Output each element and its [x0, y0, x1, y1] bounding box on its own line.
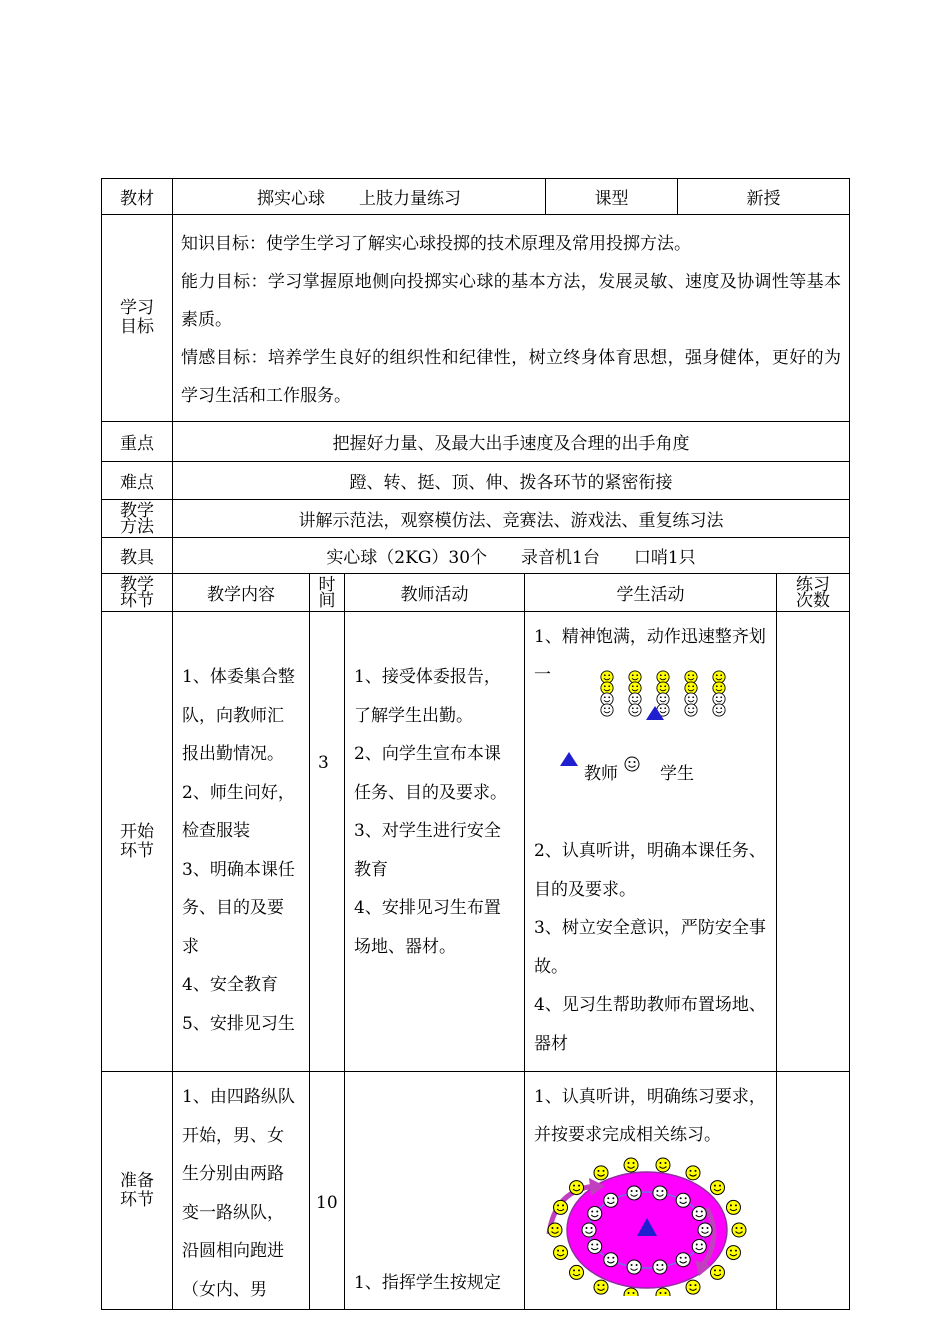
- difficulty-value: 蹬、转、挺、顶、伸、拨各环节的紧密衔接: [173, 462, 850, 500]
- start-teacher-3: 3、对学生进行安全教育: [354, 821, 501, 880]
- runner-smiley-icon: [676, 1253, 690, 1267]
- equipment-row: [102, 538, 850, 574]
- student-smiley-icon: [684, 693, 698, 732]
- start-student-2: 2、认真听讲，明确本课任务、目的及要求。: [534, 841, 766, 900]
- teacher-triangle-icon: [646, 706, 664, 720]
- runner-smiley-icon: [604, 1193, 618, 1207]
- start-content-cell: [173, 612, 310, 1072]
- start-teacher-1: 1、接受体委报告，了解学生出勤。: [354, 667, 501, 726]
- runner-smiley-icon: [554, 1246, 568, 1260]
- start-teacher-4: 4、安排见习生布置场地、器材。: [354, 898, 501, 957]
- start-content-1: 1、体委集合整队，向教师汇报出勤情况。: [182, 667, 295, 764]
- key-point-label: 重点: [102, 422, 173, 462]
- prep-time: 10: [310, 1072, 345, 1310]
- runner-smiley-icon: [548, 1223, 562, 1237]
- runner-smiley-icon: [698, 1223, 712, 1237]
- legend-student-smiley-icon: [624, 756, 640, 772]
- prep-student-cell: [525, 1072, 777, 1310]
- emotion-goal: 情感目标：培养学生良好的组织性和纪律性，树立终身体育思想，强身健体，更好的为学习生活和工作服务。: [181, 348, 841, 406]
- runner-smiley-icon: [594, 1166, 608, 1180]
- runner-smiley-icon: [653, 1186, 667, 1200]
- course-type-label: 课型: [546, 179, 678, 215]
- start-reps-cell: [777, 612, 850, 1072]
- runner-smiley-icon: [653, 1260, 667, 1274]
- equipment-value: 实心球（2KG）30个 录音机1台 口哨1只: [173, 538, 850, 574]
- material-row: [102, 179, 850, 215]
- equipment-label: 教具: [102, 538, 173, 574]
- col-teacher-header: 教师活动: [345, 574, 525, 612]
- runner-smiley-icon: [554, 1200, 568, 1214]
- key-point-row: [102, 422, 850, 462]
- prep-stage-label: 准备环节: [102, 1072, 173, 1310]
- runner-smiley-icon: [624, 1158, 638, 1172]
- prep-content-cell: [173, 1072, 310, 1310]
- legend-student-label: 学生: [660, 764, 694, 784]
- start-stage-row: [102, 612, 850, 1072]
- col-time-header: 时间: [310, 574, 345, 612]
- column-header-row: [102, 574, 850, 612]
- start-teacher-2: 2、向学生宣布本课任务、目的及要求。: [354, 744, 507, 803]
- ability-goal: 能力目标：学习掌握原地侧向投掷实心球的基本方法，发展灵敏、速度及协调性等基本素质。: [181, 272, 841, 330]
- runner-smiley-icon: [686, 1166, 700, 1180]
- prep-student-1: 1、认真听讲，明确练习要求，并按要求完成相关练习。: [534, 1087, 766, 1145]
- prep-teacher-1: 1、指挥学生按规定: [354, 1273, 501, 1293]
- course-type-value: 新授: [678, 179, 850, 215]
- prep-teacher-cell: [345, 1072, 525, 1310]
- material-label: 教材: [102, 179, 173, 215]
- runner-smiley-icon: [692, 1207, 706, 1221]
- runner-smiley-icon: [588, 1239, 602, 1253]
- runner-smiley-icon: [627, 1260, 641, 1274]
- start-content-5: 5、安排见习生: [182, 1013, 295, 1034]
- col-reps-header: 练习次数: [777, 574, 850, 612]
- prep-content-1: 1、由四路纵队开始，男、女生分别由两路变一路纵队，沿圆相向跑进（女内、男: [182, 1087, 295, 1300]
- knowledge-goal: 知识目标：使学生学习了解实心球投掷的技术原理及常用投掷方法。: [181, 234, 691, 254]
- student-smiley-icon: [628, 693, 642, 732]
- start-student-3: 3、树立安全意识，严防安全事故。: [534, 918, 766, 977]
- method-label: 教学方法: [102, 500, 173, 538]
- runner-smiley-icon: [570, 1265, 584, 1279]
- start-student-1: 1、精神饱满，动作迅速整齐划一: [534, 627, 766, 685]
- objectives-content: [173, 215, 850, 422]
- student-smiley-icon: [600, 693, 614, 732]
- runner-smiley-icon: [624, 1288, 638, 1296]
- material-value: 掷实心球 上肢力量练习: [173, 179, 546, 215]
- runner-smiley-icon: [726, 1246, 740, 1260]
- start-time: 3: [310, 612, 345, 1072]
- prep-reps-cell: [777, 1072, 850, 1310]
- legend-teacher-label: 教师: [584, 764, 618, 784]
- start-content-4: 4、安全教育: [182, 975, 278, 995]
- difficulty-row: [102, 462, 850, 500]
- start-student-4: 4、见习生帮助教师布置场地、器材: [534, 995, 766, 1054]
- student-smiley-icon: [712, 693, 726, 732]
- runner-smiley-icon: [692, 1239, 706, 1253]
- runner-smiley-icon: [676, 1193, 690, 1207]
- runner-smiley-icon: [604, 1253, 618, 1267]
- prep-stage-row: [102, 1072, 850, 1310]
- lesson-plan-table: [101, 178, 850, 1310]
- objectives-row: [102, 215, 850, 422]
- runner-smiley-icon: [588, 1207, 602, 1221]
- runner-smiley-icon: [582, 1223, 596, 1237]
- start-teacher-cell: [345, 612, 525, 1072]
- runner-smiley-icon: [656, 1158, 670, 1172]
- runner-smiley-icon: [656, 1288, 670, 1296]
- runner-smiley-icon: [726, 1200, 740, 1214]
- difficulty-label: 难点: [102, 462, 173, 500]
- runner-smiley-icon: [710, 1181, 724, 1195]
- start-stage-label: 开始环节: [102, 612, 173, 1072]
- runner-smiley-icon: [732, 1223, 746, 1237]
- legend-teacher-icon: [560, 752, 578, 766]
- run-circle-diagram: [535, 1156, 755, 1296]
- runner-smiley-icon: [627, 1186, 641, 1200]
- start-student-cell: [525, 612, 777, 1072]
- runner-smiley-icon: [710, 1265, 724, 1279]
- runner-smiley-icon: [686, 1280, 700, 1294]
- col-student-header: 学生活动: [525, 574, 777, 612]
- run-diagram: [535, 1156, 755, 1296]
- method-row: [102, 500, 850, 538]
- method-value: 讲解示范法，观察模仿法、竞赛法、游戏法、重复练习法: [173, 500, 850, 538]
- col-stage-header: 教学环节: [102, 574, 173, 612]
- key-point-value: 把握好力量、及最大出手速度及合理的出手角度: [173, 422, 850, 462]
- runner-smiley-icon: [594, 1280, 608, 1294]
- runner-smiley-icon: [570, 1181, 584, 1195]
- col-content-header: 教学内容: [173, 574, 310, 612]
- objectives-label: 学习目标: [102, 215, 173, 422]
- start-content-3: 3、明确本课任务、目的及要求: [182, 859, 295, 957]
- start-content-2: 2、师生问好，检查服装: [182, 782, 295, 841]
